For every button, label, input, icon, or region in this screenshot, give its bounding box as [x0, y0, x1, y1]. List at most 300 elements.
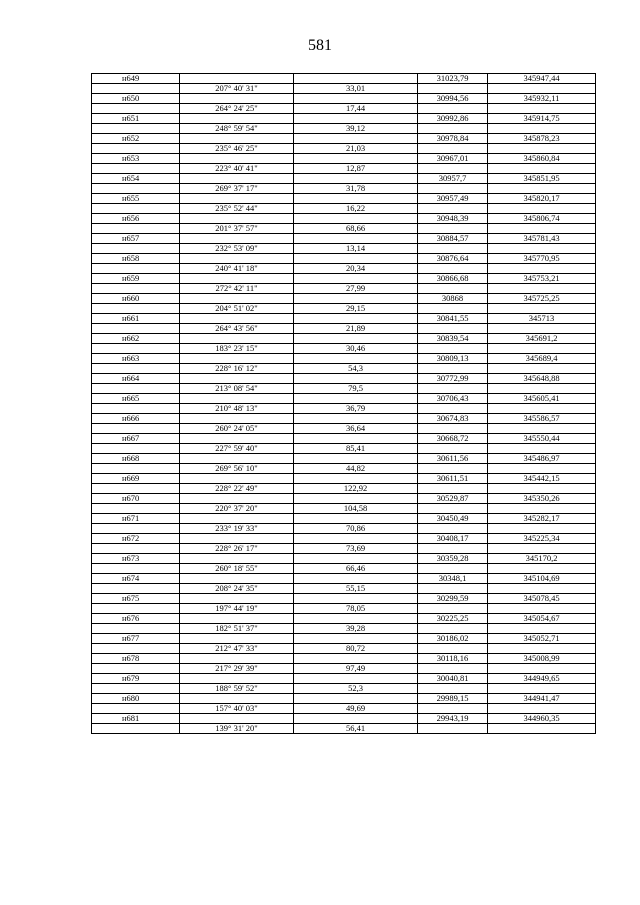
empty-cell — [488, 464, 596, 474]
empty-cell — [418, 504, 488, 514]
empty-cell — [92, 224, 180, 234]
empty-cell — [488, 244, 596, 254]
empty-cell — [92, 704, 180, 714]
empty-cell — [418, 624, 488, 634]
x-coordinate-cell: 30876,64 — [418, 254, 488, 264]
empty-cell — [294, 534, 418, 544]
point-name-cell: н663 — [92, 354, 180, 364]
empty-cell — [418, 464, 488, 474]
empty-cell — [92, 324, 180, 334]
empty-cell — [488, 504, 596, 514]
empty-cell — [418, 604, 488, 614]
empty-cell — [294, 114, 418, 124]
empty-cell — [418, 144, 488, 154]
point-name-cell: н679 — [92, 674, 180, 684]
empty-cell — [180, 534, 294, 544]
empty-cell — [180, 674, 294, 684]
x-coordinate-cell: 30841,55 — [418, 314, 488, 324]
x-coordinate-cell: 30529,87 — [418, 494, 488, 504]
empty-cell — [294, 494, 418, 504]
empty-cell — [294, 694, 418, 704]
empty-cell — [488, 304, 596, 314]
coordinates-table-body — [92, 74, 596, 734]
y-coordinate-cell: 344941,47 — [488, 694, 596, 704]
y-coordinate-cell: 345725,25 — [488, 294, 596, 304]
segment-length-cell: 80,72 — [294, 644, 418, 654]
empty-cell — [418, 364, 488, 374]
segment-length-cell: 49,69 — [294, 704, 418, 714]
empty-cell — [418, 564, 488, 574]
point-row — [92, 274, 596, 284]
y-coordinate-cell: 344949,65 — [488, 674, 596, 684]
empty-cell — [180, 594, 294, 604]
x-coordinate-cell: 30450,49 — [418, 514, 488, 524]
point-row — [92, 174, 596, 184]
empty-cell — [418, 664, 488, 674]
y-coordinate-cell: 345225,34 — [488, 534, 596, 544]
point-name-cell: н650 — [92, 94, 180, 104]
x-coordinate-cell: 30611,56 — [418, 454, 488, 464]
point-row — [92, 114, 596, 124]
empty-cell — [294, 374, 418, 384]
x-coordinate-cell: 30186,02 — [418, 634, 488, 644]
point-row — [92, 294, 596, 304]
segment-length-cell: 17,44 — [294, 104, 418, 114]
empty-cell — [294, 574, 418, 584]
x-coordinate-cell: 30868 — [418, 294, 488, 304]
segment-row — [92, 84, 596, 94]
point-row — [92, 314, 596, 324]
direction-angle-cell: 220° 37' 20" — [180, 504, 294, 514]
segment-row — [92, 604, 596, 614]
y-coordinate-cell: 345932,11 — [488, 94, 596, 104]
segment-row — [92, 504, 596, 514]
empty-cell — [418, 164, 488, 174]
empty-cell — [92, 504, 180, 514]
y-coordinate-cell: 345282,17 — [488, 514, 596, 524]
point-name-cell: н664 — [92, 374, 180, 384]
segment-row — [92, 104, 596, 114]
empty-cell — [180, 394, 294, 404]
direction-angle-cell: 264° 24' 25" — [180, 104, 294, 114]
x-coordinate-cell: 29989,15 — [418, 694, 488, 704]
empty-cell — [488, 424, 596, 434]
empty-cell — [294, 74, 418, 84]
segment-row — [92, 264, 596, 274]
empty-cell — [488, 664, 596, 674]
empty-cell — [488, 224, 596, 234]
y-coordinate-cell: 345878,23 — [488, 134, 596, 144]
empty-cell — [488, 144, 596, 154]
empty-cell — [92, 664, 180, 674]
segment-length-cell: 39,12 — [294, 124, 418, 134]
y-coordinate-cell: 345008,99 — [488, 654, 596, 664]
empty-cell — [180, 334, 294, 344]
empty-cell — [488, 444, 596, 454]
point-name-cell: н671 — [92, 514, 180, 524]
x-coordinate-cell: 30299,59 — [418, 594, 488, 604]
empty-cell — [488, 264, 596, 274]
point-row — [92, 614, 596, 624]
page-number: 581 — [308, 37, 332, 54]
point-row — [92, 574, 596, 584]
direction-angle-cell: 212° 47' 33" — [180, 644, 294, 654]
empty-cell — [92, 104, 180, 114]
point-name-cell: н680 — [92, 694, 180, 704]
point-row — [92, 514, 596, 524]
direction-angle-cell: 235° 46' 25" — [180, 144, 294, 154]
direction-angle-cell: 233° 19' 33" — [180, 524, 294, 534]
segment-row — [92, 644, 596, 654]
empty-cell — [488, 364, 596, 374]
segment-row — [92, 564, 596, 574]
empty-cell — [488, 404, 596, 414]
point-row — [92, 434, 596, 444]
direction-angle-cell: 182° 51' 37" — [180, 624, 294, 634]
point-row — [92, 234, 596, 244]
empty-cell — [180, 454, 294, 464]
segment-length-cell: 78,05 — [294, 604, 418, 614]
empty-cell — [92, 364, 180, 374]
empty-cell — [418, 524, 488, 534]
direction-angle-cell: 232° 53' 09" — [180, 244, 294, 254]
point-row — [92, 694, 596, 704]
point-name-cell: н667 — [92, 434, 180, 444]
segment-row — [92, 344, 596, 354]
y-coordinate-cell: 345713 — [488, 314, 596, 324]
empty-cell — [294, 234, 418, 244]
direction-angle-cell: 228° 16' 12" — [180, 364, 294, 374]
x-coordinate-cell: 30992,86 — [418, 114, 488, 124]
empty-cell — [294, 294, 418, 304]
point-name-cell: н672 — [92, 534, 180, 544]
x-coordinate-cell: 30040,81 — [418, 674, 488, 684]
empty-cell — [92, 404, 180, 414]
empty-cell — [488, 344, 596, 354]
direction-angle-cell: 139° 31' 20" — [180, 724, 294, 734]
empty-cell — [488, 84, 596, 94]
segment-length-cell: 27,99 — [294, 284, 418, 294]
point-name-cell: н675 — [92, 594, 180, 604]
empty-cell — [418, 264, 488, 274]
x-coordinate-cell: 30668,72 — [418, 434, 488, 444]
empty-cell — [418, 84, 488, 94]
empty-cell — [294, 314, 418, 324]
empty-cell — [418, 404, 488, 414]
empty-cell — [180, 614, 294, 624]
direction-angle-cell: 228° 26' 17" — [180, 544, 294, 554]
y-coordinate-cell: 345781,43 — [488, 234, 596, 244]
point-name-cell: н665 — [92, 394, 180, 404]
empty-cell — [418, 424, 488, 434]
y-coordinate-cell: 345052,71 — [488, 634, 596, 644]
empty-cell — [180, 274, 294, 284]
coordinates-table-container — [91, 73, 595, 734]
point-name-cell: н658 — [92, 254, 180, 264]
empty-cell — [92, 584, 180, 594]
point-row — [92, 94, 596, 104]
empty-cell — [294, 94, 418, 104]
x-coordinate-cell: 30967,01 — [418, 154, 488, 164]
empty-cell — [418, 584, 488, 594]
direction-angle-cell: 248° 59' 54" — [180, 124, 294, 134]
segment-length-cell: 33,01 — [294, 84, 418, 94]
empty-cell — [92, 464, 180, 474]
point-row — [92, 474, 596, 484]
empty-cell — [488, 624, 596, 634]
empty-cell — [294, 394, 418, 404]
point-name-cell: н673 — [92, 554, 180, 564]
empty-cell — [294, 474, 418, 484]
segment-row — [92, 484, 596, 494]
segment-row — [92, 224, 596, 234]
direction-angle-cell: 201° 37' 57" — [180, 224, 294, 234]
x-coordinate-cell: 31023,79 — [418, 74, 488, 84]
empty-cell — [180, 634, 294, 644]
empty-cell — [488, 124, 596, 134]
segment-row — [92, 724, 596, 734]
empty-cell — [418, 284, 488, 294]
empty-cell — [488, 684, 596, 694]
empty-cell — [92, 544, 180, 554]
empty-cell — [180, 74, 294, 84]
empty-cell — [92, 264, 180, 274]
segment-length-cell: 68,66 — [294, 224, 418, 234]
empty-cell — [294, 674, 418, 684]
y-coordinate-cell: 345605,41 — [488, 394, 596, 404]
point-row — [92, 534, 596, 544]
empty-cell — [488, 564, 596, 574]
empty-cell — [92, 124, 180, 134]
empty-cell — [180, 254, 294, 264]
empty-cell — [180, 554, 294, 564]
segment-length-cell: 29,15 — [294, 304, 418, 314]
empty-cell — [92, 724, 180, 734]
point-row — [92, 374, 596, 384]
empty-cell — [488, 284, 596, 294]
empty-cell — [180, 154, 294, 164]
point-row — [92, 414, 596, 424]
y-coordinate-cell: 345806,74 — [488, 214, 596, 224]
segment-length-cell: 52,3 — [294, 684, 418, 694]
point-name-cell: н676 — [92, 614, 180, 624]
segment-length-cell: 97,49 — [294, 664, 418, 674]
empty-cell — [294, 454, 418, 464]
empty-cell — [418, 444, 488, 454]
point-row — [92, 394, 596, 404]
point-row — [92, 214, 596, 224]
segment-length-cell: 54,3 — [294, 364, 418, 374]
direction-angle-cell: 260° 18' 55" — [180, 564, 294, 574]
direction-angle-cell: 227° 59' 40" — [180, 444, 294, 454]
y-coordinate-cell: 345914,75 — [488, 114, 596, 124]
empty-cell — [92, 644, 180, 654]
segment-row — [92, 704, 596, 714]
empty-cell — [294, 134, 418, 144]
point-name-cell: н681 — [92, 714, 180, 724]
empty-cell — [294, 554, 418, 564]
point-name-cell: н669 — [92, 474, 180, 484]
empty-cell — [294, 634, 418, 644]
direction-angle-cell: 228° 22' 49" — [180, 484, 294, 494]
segment-length-cell: 39,28 — [294, 624, 418, 634]
segment-row — [92, 204, 596, 214]
x-coordinate-cell: 30994,56 — [418, 94, 488, 104]
x-coordinate-cell: 30706,43 — [418, 394, 488, 404]
point-name-cell: н649 — [92, 74, 180, 84]
empty-cell — [92, 524, 180, 534]
y-coordinate-cell: 345648,88 — [488, 374, 596, 384]
empty-cell — [418, 724, 488, 734]
empty-cell — [488, 324, 596, 334]
direction-angle-cell: 213° 08' 54" — [180, 384, 294, 394]
segment-row — [92, 384, 596, 394]
empty-cell — [92, 444, 180, 454]
y-coordinate-cell: 345170,2 — [488, 554, 596, 564]
empty-cell — [180, 714, 294, 724]
segment-length-cell: 31,78 — [294, 184, 418, 194]
empty-cell — [180, 314, 294, 324]
empty-cell — [92, 624, 180, 634]
segment-row — [92, 684, 596, 694]
point-row — [92, 254, 596, 264]
segment-length-cell: 122,92 — [294, 484, 418, 494]
empty-cell — [294, 654, 418, 664]
segment-length-cell: 13,14 — [294, 244, 418, 254]
empty-cell — [294, 154, 418, 164]
segment-length-cell: 16,22 — [294, 204, 418, 214]
direction-angle-cell: 260° 24' 05" — [180, 424, 294, 434]
segment-length-cell: 36,64 — [294, 424, 418, 434]
segment-length-cell: 20,34 — [294, 264, 418, 274]
segment-row — [92, 304, 596, 314]
empty-cell — [488, 644, 596, 654]
empty-cell — [92, 284, 180, 294]
y-coordinate-cell: 345820,17 — [488, 194, 596, 204]
y-coordinate-cell: 345350,26 — [488, 494, 596, 504]
empty-cell — [418, 244, 488, 254]
x-coordinate-cell: 30225,25 — [418, 614, 488, 624]
empty-cell — [180, 414, 294, 424]
segment-length-cell: 30,46 — [294, 344, 418, 354]
direction-angle-cell: 217° 29' 39" — [180, 664, 294, 674]
x-coordinate-cell: 30957,7 — [418, 174, 488, 184]
empty-cell — [488, 104, 596, 114]
segment-length-cell: 55,15 — [294, 584, 418, 594]
segment-row — [92, 424, 596, 434]
empty-cell — [294, 614, 418, 624]
y-coordinate-cell: 345851,95 — [488, 174, 596, 184]
empty-cell — [418, 184, 488, 194]
segment-length-cell: 66,46 — [294, 564, 418, 574]
point-name-cell: н662 — [92, 334, 180, 344]
direction-angle-cell: 207° 40' 31" — [180, 84, 294, 94]
empty-cell — [418, 324, 488, 334]
segment-row — [92, 544, 596, 554]
segment-row — [92, 524, 596, 534]
y-coordinate-cell: 345691,2 — [488, 334, 596, 344]
point-row — [92, 674, 596, 684]
direction-angle-cell: 223° 40' 41" — [180, 164, 294, 174]
segment-row — [92, 124, 596, 134]
segment-length-cell: 56,41 — [294, 724, 418, 734]
empty-cell — [92, 564, 180, 574]
point-name-cell: н655 — [92, 194, 180, 204]
y-coordinate-cell: 345442,15 — [488, 474, 596, 484]
empty-cell — [180, 654, 294, 664]
segment-length-cell: 44,82 — [294, 464, 418, 474]
segment-row — [92, 664, 596, 674]
segment-row — [92, 164, 596, 174]
segment-length-cell: 21,03 — [294, 144, 418, 154]
empty-cell — [180, 94, 294, 104]
x-coordinate-cell: 30611,51 — [418, 474, 488, 484]
y-coordinate-cell: 345689,4 — [488, 354, 596, 364]
coordinates-table — [91, 73, 596, 734]
segment-row — [92, 404, 596, 414]
x-coordinate-cell: 30674,83 — [418, 414, 488, 424]
direction-angle-cell: 269° 56' 10" — [180, 464, 294, 474]
empty-cell — [180, 574, 294, 584]
empty-cell — [418, 384, 488, 394]
point-row — [92, 454, 596, 464]
segment-length-cell: 21,89 — [294, 324, 418, 334]
x-coordinate-cell: 30348,1 — [418, 574, 488, 584]
empty-cell — [294, 514, 418, 524]
empty-cell — [488, 524, 596, 534]
point-row — [92, 654, 596, 664]
empty-cell — [294, 594, 418, 604]
empty-cell — [180, 294, 294, 304]
empty-cell — [488, 164, 596, 174]
empty-cell — [418, 644, 488, 654]
y-coordinate-cell: 344960,35 — [488, 714, 596, 724]
x-coordinate-cell: 30957,49 — [418, 194, 488, 204]
empty-cell — [418, 544, 488, 554]
point-name-cell: н661 — [92, 314, 180, 324]
empty-cell — [488, 584, 596, 594]
segment-row — [92, 464, 596, 474]
point-name-cell: н654 — [92, 174, 180, 184]
x-coordinate-cell: 30772,99 — [418, 374, 488, 384]
empty-cell — [418, 344, 488, 354]
point-row — [92, 194, 596, 204]
direction-angle-cell: 188° 59' 52" — [180, 684, 294, 694]
empty-cell — [180, 474, 294, 484]
empty-cell — [92, 424, 180, 434]
empty-cell — [488, 484, 596, 494]
empty-cell — [294, 334, 418, 344]
segment-length-cell: 12,87 — [294, 164, 418, 174]
point-name-cell: н656 — [92, 214, 180, 224]
segment-length-cell: 73,69 — [294, 544, 418, 554]
empty-cell — [294, 414, 418, 424]
direction-angle-cell: 183° 23' 15" — [180, 344, 294, 354]
empty-cell — [418, 224, 488, 234]
empty-cell — [92, 144, 180, 154]
empty-cell — [488, 184, 596, 194]
point-row — [92, 74, 596, 84]
empty-cell — [92, 204, 180, 214]
empty-cell — [488, 724, 596, 734]
point-name-cell: н657 — [92, 234, 180, 244]
point-row — [92, 634, 596, 644]
y-coordinate-cell: 345860,84 — [488, 154, 596, 164]
x-coordinate-cell: 30978,84 — [418, 134, 488, 144]
direction-angle-cell: 264° 43' 56" — [180, 324, 294, 334]
y-coordinate-cell: 345947,44 — [488, 74, 596, 84]
empty-cell — [92, 604, 180, 614]
